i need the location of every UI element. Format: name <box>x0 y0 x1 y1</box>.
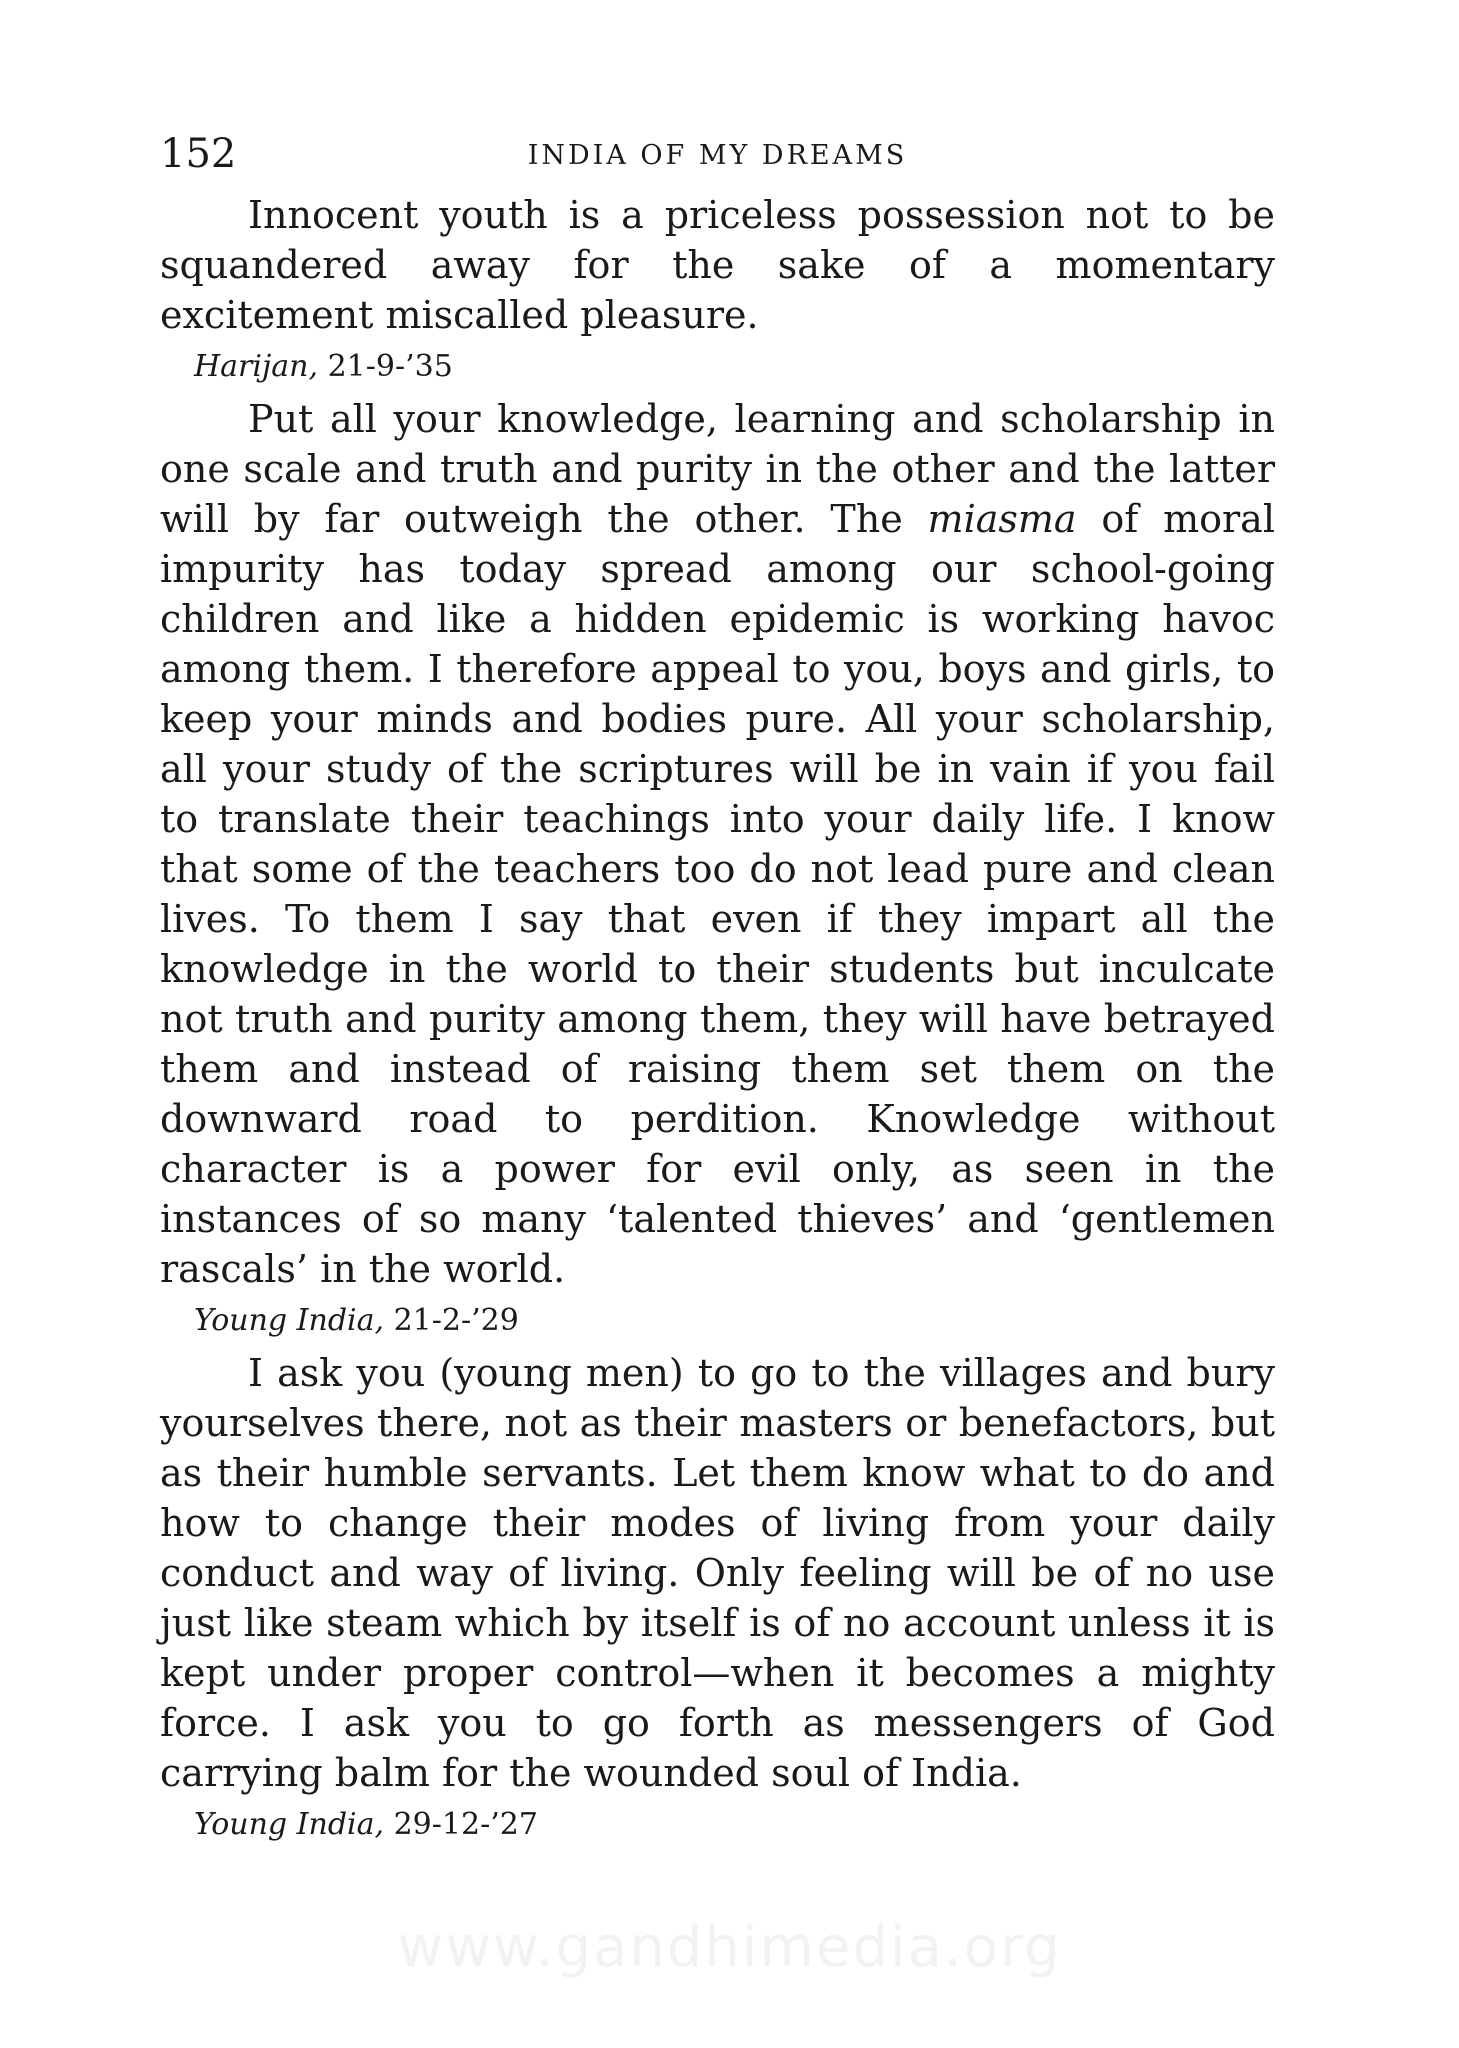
source-citation-2 <box>194 1300 1275 1342</box>
paragraph-1: Innocent youth is a priceless possession not to be squandered away for the sake of a momentary excitement miscalled pleasure. <box>160 193 1275 337</box>
source-publication: Young India, <box>194 1303 385 1338</box>
watermark: www.gandhimedia.org <box>397 1915 1062 1980</box>
running-head: INDIA OF MY DREAMS <box>527 140 908 171</box>
source-publication: Young India, <box>194 1807 385 1842</box>
source-date: 29-12-’27 <box>393 1807 538 1842</box>
paragraph-2-text-before: Put all your knowledge, learning and scholarship in one scale and truth and purity in the other and the latter will by far outweigh the other. The <box>160 397 1275 541</box>
source-date: 21-9-’35 <box>327 349 453 384</box>
source-citation-1 <box>194 346 1275 388</box>
source-citation-3 <box>194 1804 1275 1846</box>
page-number: 152 <box>160 131 237 177</box>
book-page <box>160 130 1275 1852</box>
source-date: 21-2-’29 <box>393 1303 519 1338</box>
paragraph-2-text-after: of moral impurity has today spread among our school-going children and like a hidden epidemic is working havoc among them. I therefore appeal to you, boys and girls, to keep your minds and bodies pure. All your scholarship, all your study of the scriptures will be in vain if you fail to translate their teachings into your daily life. I know that some of the teachers too do not lead pure and clean lives. To them I say that even if they impart all the knowledge in the world to their students but inculcate not truth and purity among them, they will have betrayed them and instead of raising them set them on the downward road to perdition. Knowledge without character is a power for evil only, as seen in the instances of so many ‘talented thieves’ and ‘gentlemen rascals’ in the world. <box>160 497 1275 1291</box>
paragraph-2-italic-term: miasma <box>927 497 1077 541</box>
source-publication: Harijan, <box>194 349 319 384</box>
paragraph-2 <box>160 394 1275 1294</box>
page-header <box>160 130 1275 190</box>
paragraph-3: I ask you (young men) to go to the villages and bury yourselves there, not as their masters or benefactors, but as their humble servants. Let them know what to do and how to change their modes of living from your daily conduct and way of living. Only feeling will be of no use just like steam which by itself is of no account unless it is kept under proper control—when it becomes a mighty force. I ask you to go forth as messengers of God carrying balm for the wounded soul of India. <box>160 1351 1275 1795</box>
